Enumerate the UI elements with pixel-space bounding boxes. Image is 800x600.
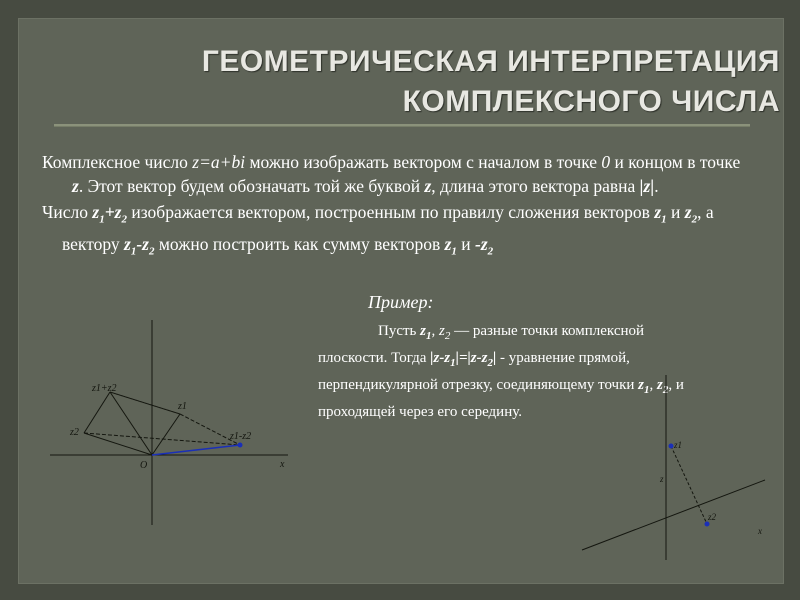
text: и — [666, 202, 685, 222]
formula-z1: $z_1$ — [444, 233, 457, 257]
text: , а вектору — [62, 202, 714, 254]
text: - уравнение прямой, перпендикулярной отрезку, соединяющему точки — [318, 350, 639, 393]
main-text — [42, 150, 742, 263]
formula-z2: $z_2$ — [657, 377, 669, 396]
label-z2: z2 — [70, 427, 79, 438]
text: Пусть — [378, 323, 421, 339]
vector-z1 — [152, 414, 180, 455]
title-divider — [54, 124, 750, 127]
formula-z1: $z_1$ — [638, 377, 650, 396]
label-x-axis: x — [280, 459, 285, 470]
text: и — [456, 233, 476, 254]
parallelogram-top — [110, 392, 180, 414]
text: , длина этого вектора равна — [431, 176, 640, 196]
formula-zero: 0 — [601, 152, 611, 172]
text: . — [654, 176, 659, 196]
label-z1-plus-z2: z1+z2 — [92, 383, 117, 394]
title-line-2: КОМПЛЕКСНОГО ЧИСЛА — [402, 85, 780, 118]
slide-title — [180, 42, 780, 122]
formula-neg-z2: $-z_2$ — [475, 233, 494, 257]
segment-z1-z2 — [671, 446, 707, 524]
point-z2 — [705, 522, 710, 527]
point-z1 — [669, 444, 674, 449]
formula-sum: $z_1+z_2$ — [92, 202, 127, 226]
vector-z2 — [84, 433, 152, 455]
text: Комплексное число — [42, 152, 193, 172]
label-x-axis: x — [758, 526, 762, 536]
label-z1: z1 — [178, 401, 187, 412]
formula-z: z — [72, 176, 79, 196]
label-z1-minus-z2: z1-z2 — [230, 431, 252, 442]
text: можно построить как сумму векторов — [154, 233, 445, 254]
vector-z1-minus-z2 — [152, 445, 240, 455]
formula-diff: $z_1-z_2$ — [124, 233, 155, 257]
dashed-guide — [84, 433, 240, 445]
vector-z1-plus-z2 — [110, 392, 152, 455]
text: Число — [42, 202, 93, 222]
text: , — [431, 323, 439, 339]
perpendicular-line — [582, 480, 765, 550]
label-z: z — [660, 474, 664, 484]
label-z2: z2 — [708, 512, 717, 522]
text: , — [649, 377, 658, 393]
paragraph-2 — [42, 200, 742, 263]
point-z1-minus-z2 — [238, 443, 243, 448]
formula-z: z=a+bi — [192, 152, 246, 172]
formula-equation: $|z-z_1|=|z-z_2|$ — [430, 350, 497, 369]
text: — разные точки комплексной плоскости. Тогда — [318, 323, 645, 366]
vector-diagram-left — [40, 315, 300, 530]
text: и концом в точке — [610, 152, 741, 172]
formula-abs: |z| — [639, 176, 655, 196]
label-origin: O — [140, 460, 148, 471]
formula-z2: $z_2$ — [438, 323, 451, 342]
formula-z: z — [424, 176, 432, 196]
paragraph-1 — [42, 150, 742, 198]
text: изображается вектором, построенным по правилу сложения векторов — [126, 202, 655, 222]
perpendicular-diagram-right — [570, 370, 780, 565]
text: можно изображать вектором с началом в точке — [245, 152, 602, 172]
example-heading: Пример: — [368, 292, 434, 312]
parallelogram-side — [84, 392, 110, 433]
text: . Этот вектор будем обозначать той же буквой — [78, 176, 425, 196]
text: , и проходящей через его середину. — [318, 377, 684, 420]
label-z1: z1 — [674, 440, 683, 450]
title-line-1: ГЕОМЕТРИЧЕСКАЯ ИНТЕРПРЕТАЦИЯ — [201, 45, 780, 78]
formula-z2: $z_2$ — [684, 202, 698, 226]
formula-z1: $z_1$ — [420, 323, 432, 342]
formula-z1: $z_1$ — [654, 202, 667, 226]
